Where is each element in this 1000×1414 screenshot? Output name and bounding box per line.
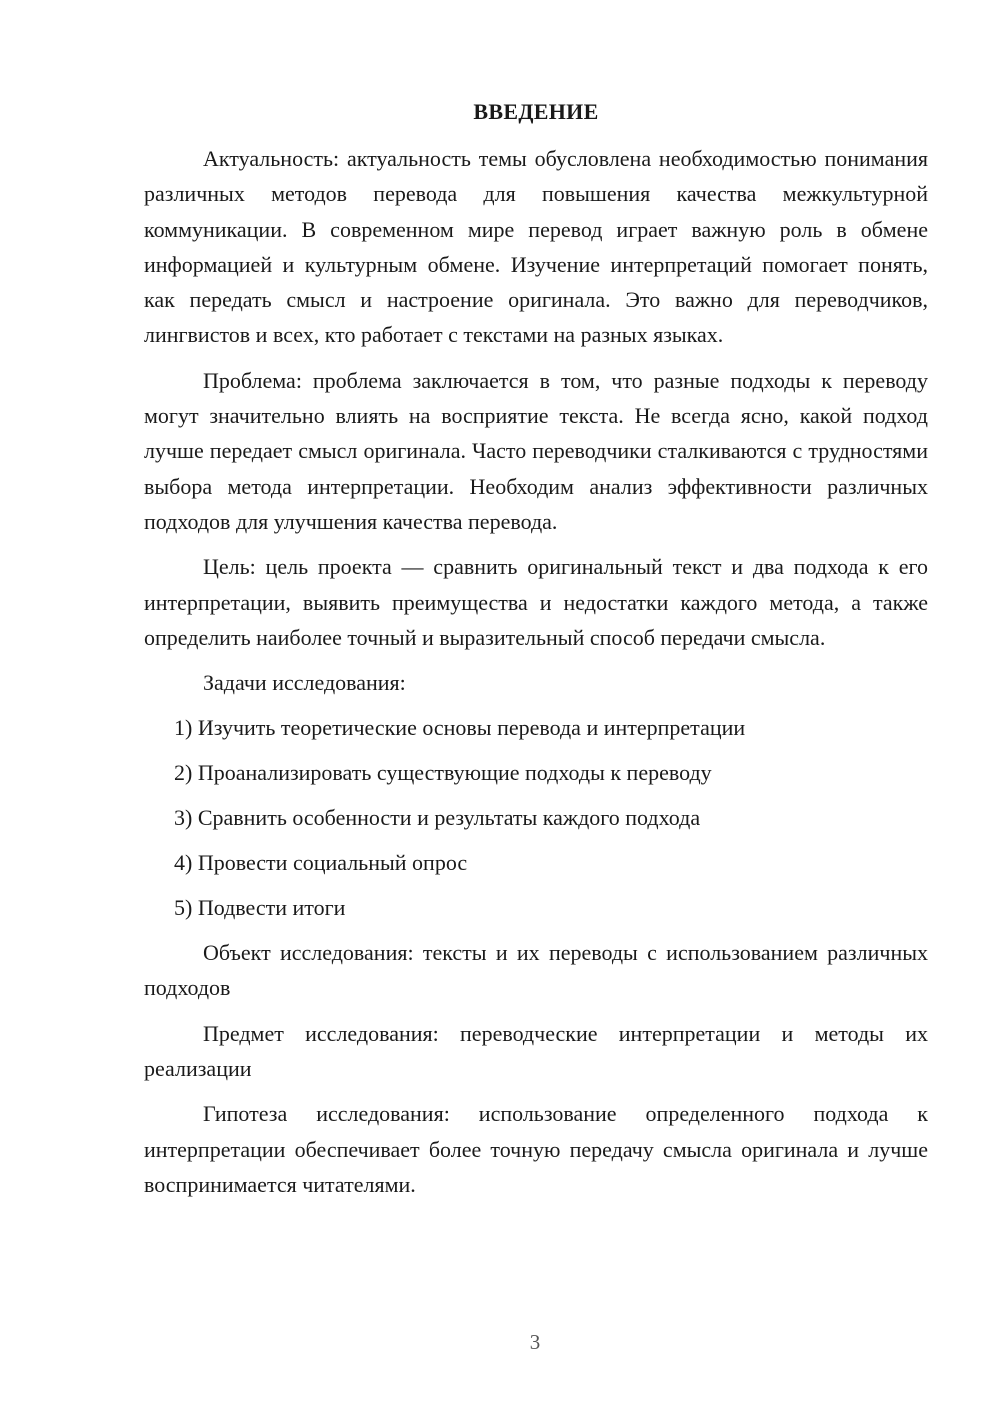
- paragraph-goal: Цель: цель проекта — сравнить оригинальный текст и два подхода к его интерпретации, выявить преимущества и недостатки каждого метода, а также определить наиболее точный и выразительный способ передачи смысла.: [144, 554, 928, 650]
- task-item: 3) Сравнить особенности и результаты каждого подхода: [174, 805, 701, 831]
- paragraph-hypothesis: Гипотеза исследования: использование определенного подхода к интерпретации обеспечивает более точную передачу смысла оригинала и лучше воспринимается читателями.: [144, 1101, 928, 1197]
- section-heading: ВВЕДЕНИЕ: [473, 99, 599, 124]
- task-item: 5) Подвести итоги: [174, 895, 346, 921]
- task-item: 1) Изучить теоретические основы перевода и интерпретации: [174, 715, 746, 741]
- paragraph-object: Объект исследования: тексты и их переводы с использованием различных подходов: [144, 940, 928, 1001]
- paragraph-problem: Проблема: проблема заключается в том, что разные подходы к переводу могут значительно влиять на восприятие текста. Не всегда ясно, какой подход лучше передает смысл оригинала. Часто переводчики сталкиваются с трудностями выбора метода интерпретации. Необходим анализ эффективности различных подходов для улучшения качества перевода.: [144, 367, 928, 534]
- tasks-title: Задачи исследования:: [203, 670, 406, 696]
- page-number: 3: [529, 1330, 541, 1354]
- paragraph-relevance: Актуальность: актуальность темы обусловлена необходимостью понимания различных методов перевода для повышения качества межкультурной коммуникации. В современном мире перевод играет важную роль в обмене информацией и культурным обмене. Изучение интерпретаций помогает понять, как передать смысл и настроение оригинала. Это важно для переводчиков, лингвистов и всех, кто работает с текстами на разных языках.: [144, 146, 928, 348]
- task-list: [144, 710, 928, 925]
- document-page: [144, 94, 928, 1212]
- task-item: 2) Проанализировать существующие подходы к переводу: [174, 760, 712, 786]
- paragraph-subject: Предмет исследования: переводческие интерпретации и методы их реализации: [144, 1020, 928, 1082]
- task-item: 4) Провести социальный опрос: [174, 850, 468, 876]
